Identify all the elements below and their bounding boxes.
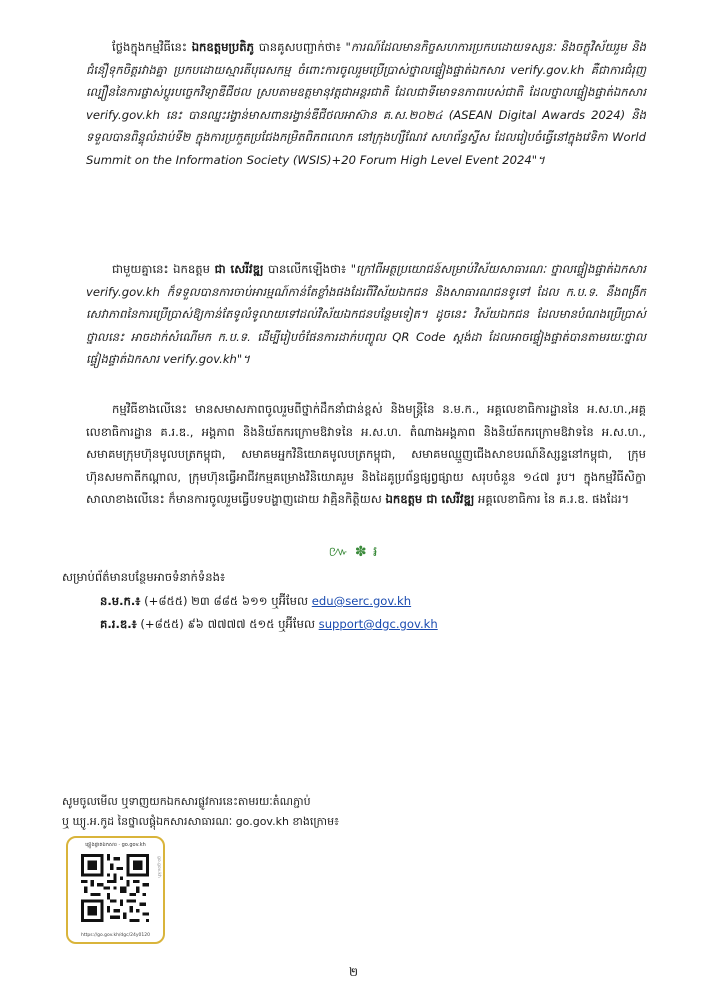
contact-phone: (+៨៥៥) ៩៦ ៧៧៧៧ ៥១៥ ឬអ៊ីមែល — [140, 617, 315, 631]
paragraph-quote-1 — [86, 36, 646, 172]
download-note-line-1: សូមចូលមើល ឬទាញយកឯកសារផ្លូវការនេះតាមរយៈតំណភ្ជាប់ — [62, 795, 311, 808]
download-note-line-2: ឬ ឃ្យូ.អ.កូដ នៃថ្នាលផ្តុំឯកសារសាធារណៈ go.gov.kh ខាងក្រោម៖ — [62, 815, 339, 828]
p2-speaker: ជា សេរីវឌ្ឍ — [214, 262, 264, 276]
qr-side-label: go.gov.kh — [156, 856, 161, 878]
email-link[interactable]: support@dgc.gov.kh — [318, 617, 438, 631]
contact-org: គ.រ.ឌ.៖ — [100, 617, 137, 631]
paragraph-participants — [86, 398, 646, 511]
p3-speaker: ឯកឧត្តម ជា សេរីវឌ្ឍ — [385, 492, 475, 507]
p2-intro: បានលើកឡើងថា៖ — [268, 262, 347, 276]
section-ornament: ៚ ✽ ៛ — [328, 544, 379, 560]
email-link[interactable]: edu@serc.gov.kh — [311, 594, 412, 608]
p2-lead: ជាមួយគ្នានេះ ឯកឧត្តម — [112, 262, 210, 276]
qr-url: https://go.gov.kh/dgc/24y0120 — [81, 933, 150, 938]
contact-line-dgc — [100, 617, 438, 634]
p1-quote: "ការណ៍ដែលមានកិច្ចសហការប្រកបដោយទស្សនៈ និងចក្ខុវិស័យរួម និងជំនឿទុកចិត្តរវាងគ្នា ប្រកបដោយស្មារតីបុរេសកម្ម ចំពោះការចូលរួមប្រើប្រាស់ថ្នាលផ្ទៀងផ្ទាត់ឯកសារ verify.gov.kh គឺជាការជំរុញល្បឿននៃការផ្លាស់ប្តូរបច្ចេកវិទ្យាឌីជីថល ស្របតាមឧត្តមានុវត្តជាអន្តរជាតិ ដែលជាទីមោទនភាពរបស់ជាតិ ដែលថ្នាលផ្ទៀងផ្ទាត់ឯកសារ verify.gov.kh នេះ បានឈ្នះរង្វាន់មាសពានរង្វាន់ឌីជីថលអាស៊ាន គ.ស.២០២៤ (ASEAN Digital Awards 2024) និងទទួលបានពិន្ទុលំដាប់ទី២ ក្នុងការប្រកួតប្រជែងកម្រិតពិភពលោក នៅក្រុងហ្សឺណែវ សហព័ន្ធស្វីស ដែលរៀបចំធ្វើនៅក្នុងវេទិកា World Summit on the Information Society (WSIS)+20 Forum High Level Event 2024"។ — [86, 40, 647, 167]
paragraph-quote-2 — [86, 258, 646, 371]
qr-code-card[interactable] — [66, 836, 165, 944]
contact-line-serc — [100, 594, 411, 611]
qr-top-label: ផ្ទៀងផ្ទាត់ឯកសារ · go.gov.kh — [85, 842, 146, 848]
p1-speaker: ឯកឧត្តមប្រតិភូ — [191, 40, 255, 54]
p2-quote: "ក្រៅពីអត្ថប្រយោជន៍សម្រាប់វិស័យសាធារណៈ ថ្នាលផ្ទៀងផ្ទាត់ឯកសារ verify.gov.kh ក៏ទទួលបានការចាប់អារម្មណ៍កាន់តែខ្លាំងផងដែរពីវិស័យឯកជន និងសាធារណជនទូទៅ ដែល ក.ប.ទ. នឹងពង្រីកសេវាភាពនៃការប្រើប្រាស់ឱ្យកាន់តែទូលំទូលាយទៅដល់វិស័យឯកជនបន្ថែមទៀត។ ដូចនេះ វិស័យឯកជន ដែលមានបំណងប្រើប្រាស់ថ្នាលនេះ អាចដាក់សំណើមក ក.ប.ទ. ដើម្បីរៀបចំផែនការដាក់បញ្ចូល QR Code ស្តង់ដា ដែលអាចផ្ទៀងផ្ទាត់បានតាមរយៈថ្នាលផ្ទៀងផ្ទាត់ឯកសារ verify.gov.kh"។ — [86, 262, 647, 367]
contact-heading: សម្រាប់ព័ត៌មានបន្ថែមអាចទំនាក់ទំនង៖ — [62, 570, 226, 584]
p3-tail: អគ្គលេខាធិការ នៃ គ.រ.ឌ. ផងដែរ។ — [478, 492, 630, 507]
p3-text: កម្មវិធីខាងលើនេះ មានសមាសភាពចូលរួមពីថ្នាក់ដឹកនាំជាន់ខ្ពស់ និងមន្ត្រីនៃ ន.ម.ក., អគ្គលេខាធិការដ្ឋាននៃ អ.ស.ហ.,អគ្គលេខាធិការដ្ឋាន គ.រ.ឌ., អង្គភាព និងនិយ័តករក្រោមឱវាទនៃ អ.ស.ហ. តំណាងអង្គភាព និងនិយ័តករក្រោមឱវាទនៃ អ.ស.ហ., សមាគមក្រុមហ៊ុនមូលបត្រកម្ពុជា, សមាគមអ្នកវិនិយោគមូលបត្រកម្ពុជា, សមាគមឈ្មួញជើងសាខបរណ៍និស្សន្ទនៅកម្ពុជា, ក្រុមហ៊ុនសមកាតីកណ្ដាល, ក្រុមហ៊ុនធ្វើអាជីវកម្មគម្រោងវិនិយោគរួម និងដៃគូប្រព័ន្ធផ្សព្វផ្សាយ សរុបចំនួន ១៤៧ រូប។ ក្នុងកម្មវិធីសិក្ខាសាលាខាងលើនេះ ក៏មានការចូលរួមធ្វើបទបង្ហាញដោយ វាគ្មិនកិត្តិយស — [86, 402, 646, 507]
qr-code-icon — [81, 854, 149, 922]
p1-intro: បានគូសបញ្ជាក់ថា៖ — [258, 40, 341, 54]
contact-phone: (+៨៥៥) ២៣ ៨៨៥ ៦១១ ឬអ៊ីមែល — [144, 594, 309, 608]
contact-org: ន.ម.ក.៖ — [100, 594, 141, 608]
page-number: ២ — [348, 965, 359, 979]
p1-lead: ថ្លែងក្នុងកម្មវិធីនេះ — [112, 40, 188, 54]
